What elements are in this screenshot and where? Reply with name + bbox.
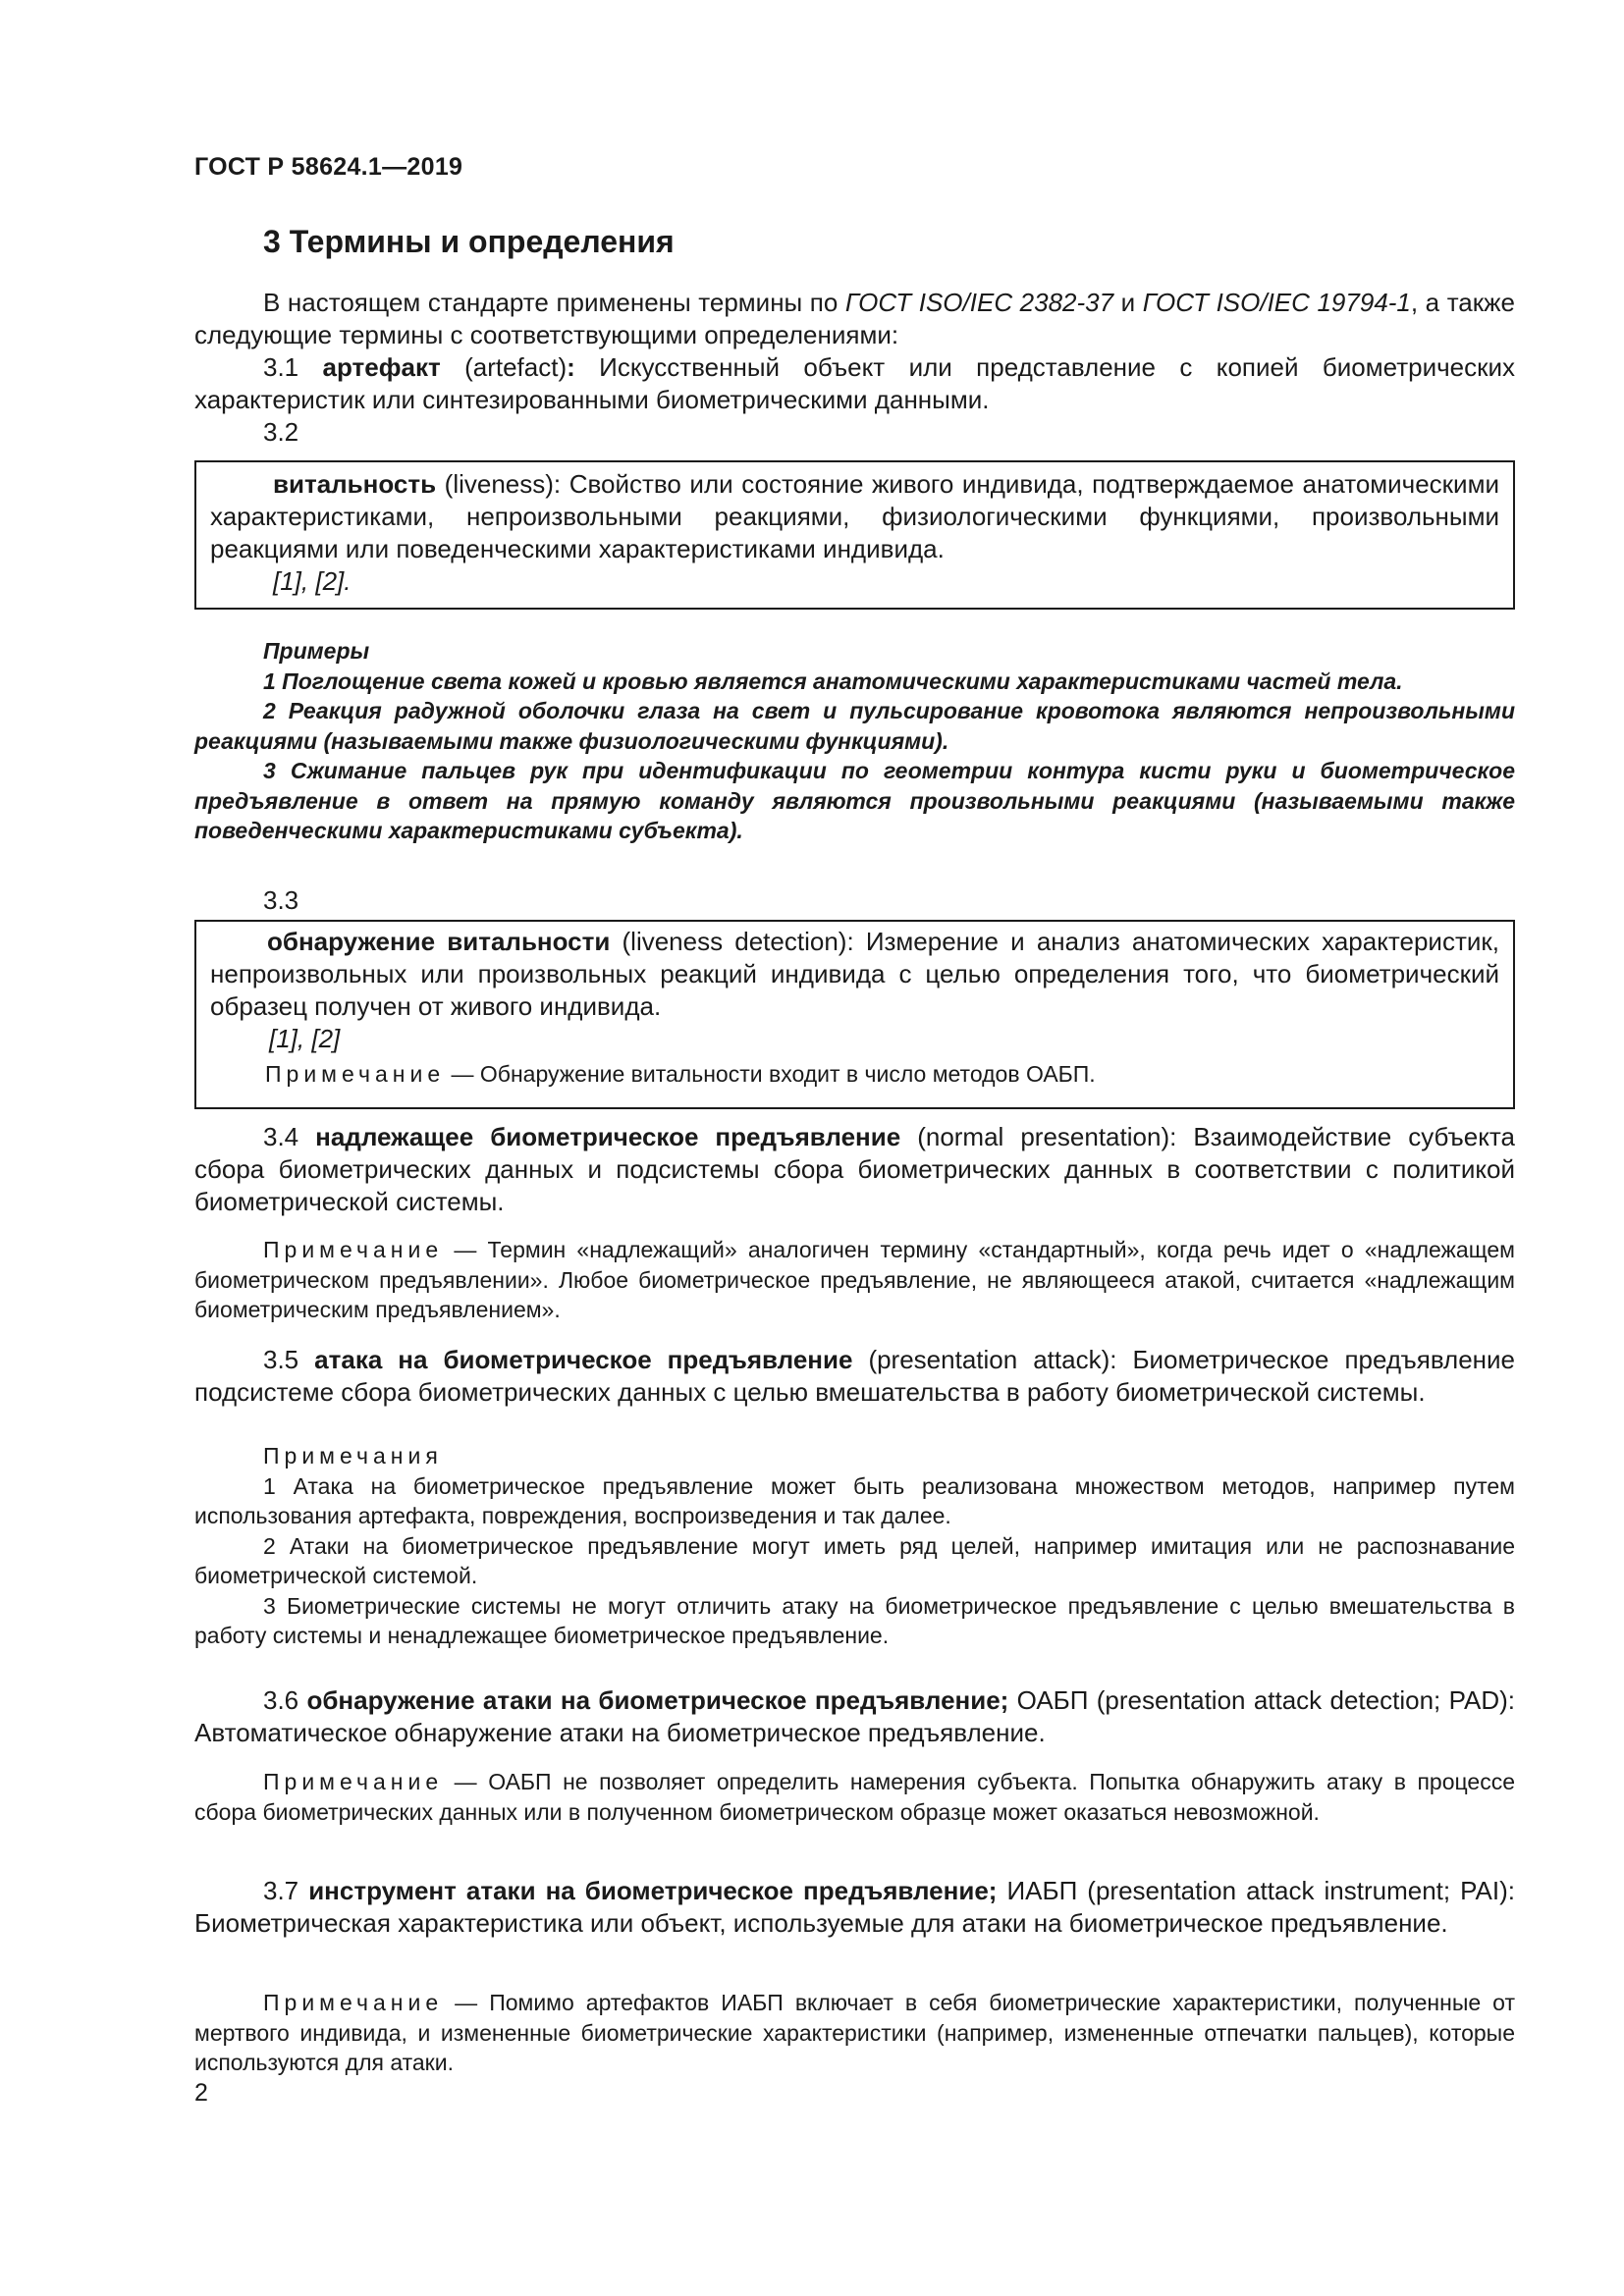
example-item: 2 Реакция радужной оболочки глаза на свет и пульсирование кровотока являются непроизвольными реакциями (называемыми также физиологическими функциями). [194, 698, 1515, 754]
note-item: 2 Атаки на биометрическое предъявление могут иметь ряд целей, например имитация или не распознавание биометрической системой. [194, 1532, 1515, 1588]
document-code: ГОСТ Р 58624.1—2019 [194, 153, 463, 181]
term-3-1: 3.1 артефакт (artefact): Искусственный объект или представление с копией биометрических характеристик или синтезированными биометрическими данными. [194, 352, 1516, 414]
note-item: 1 Атака на биометрическое предъявление может быть реализована множеством методов, например путем использования артефакта, повреждения, воспроизведения и так далее. [194, 1472, 1515, 1528]
term-3-5: 3.5 атака на биометрическое предъявление (presentation attack): Биометрическое предъявление подсистеме сбора биометрических данных с целью вмешательства в работу биометрической системы. [194, 1345, 1516, 1407]
intro-paragraph: В настоящем стандарте применены термины по ГОСТ ISO/IEC 2382-37 и ГОСТ ISO/IEC 19794-1, а также следующие термины с соответствующими определениями: 3.1 артефакт (artefact): Искусственный объект или представление с копией биометрических характеристик или синтезированными биометрическими данными. 3.2 [194, 288, 1516, 447]
term-3-3-note: Примечание — Обнаружение витальности входит в число методов ОАБП. [265, 1061, 1096, 1087]
section-title: 3 Термины и определения [263, 224, 675, 259]
term-3-7-note: Примечание — Помимо артефактов ИАБП включает в себя биометрические характеристики, полученные от мертвого индивида, и измененные биометрические характеристики (например, измененные отпечатки пальцев), которые используются для атаки. [194, 1990, 1515, 2075]
term-3-3-reference: [1], [2] [269, 1024, 341, 1053]
term-3-2-number: 3.2 [263, 417, 299, 447]
term-3-3-number-row: 3.3 [263, 885, 299, 915]
term-3-4-note: Примечание — Термин «надлежащий» аналогичен термину «стандартный», когда речь идет о «надлежащем биометрическом предъявлении». Любое биометрическое предъявление, не являющееся атакой, считается «надлежащим биометрическим предъявлением». [194, 1237, 1515, 1322]
term-3-3-box: обнаружение витальности (liveness detection): Измерение и анализ анатомических характеристик, непроизвольных или произвольных реакций индивида с целью определения того, что биометрический образец получен от живого индивида. [1], [2] Примечание — Обнаружение витальности входит в число методов ОАБП. [194, 920, 1515, 1109]
notes-title: Примечания [263, 1443, 443, 1468]
term-3-6: 3.6 обнаружение атаки на биометрическое предъявление; ОАБП (presentation attack detection; PAD): Автоматическое обнаружение атаки на биометрическое предъявление. [194, 1685, 1515, 1747]
examples-title: Примеры [263, 638, 370, 664]
term-3-2-reference: [1], [2]. [273, 566, 352, 596]
term-3-5-notes [194, 1441, 1515, 1651]
example-item: 3 Сжимание пальцев рук при идентификации по геометрии контура кисти руки и биометрическое предъявление в ответ на прямую команду являются произвольными реакциями (называемыми также поведенческими характеристиками субъекта). [194, 758, 1515, 843]
term-3-4: 3.4 надлежащее биометрическое предъявление (normal presentation): Взаимодействие субъекта сбора биометрических данных и подсистемы сбора биометрических данных в соответствии с политикой биометрической системы. [194, 1122, 1515, 1216]
term-3-7: 3.7 инструмент атаки на биометрическое предъявление; ИАБП (presentation attack instrument; PAI): Биометрическая характеристика или объект, используемые для атаки на биометрическое предъявление. [194, 1876, 1515, 1938]
term-3-6-note: Примечание — ОАБП не позволяет определить намерения субъекта. Попытка обнаружить атаку в процессе сбора биометрических данных или в полученном биометрическом образце может оказаться невозможной. [194, 1769, 1515, 1825]
examples-block [194, 636, 1515, 846]
page-number: 2 [194, 2079, 208, 2107]
note-item: 3 Биометрические системы не могут отличить атаку на биометрическое предъявление с целью вмешательства в работу системы и ненадлежащее биометрическое предъявление. [194, 1592, 1515, 1648]
example-item: 1 Поглощение света кожей и кровью является анатомическими характеристиками частей тела. [263, 667, 1403, 694]
term-3-2-box: витальность (liveness): Свойство или состояние живого индивида, подтверждаемое анатомическими характеристиками, непроизвольными реакциями, физиологическими функциями, произвольными реакциями или поведенческими характеристиками индивида. [1], [2]. [194, 460, 1515, 610]
